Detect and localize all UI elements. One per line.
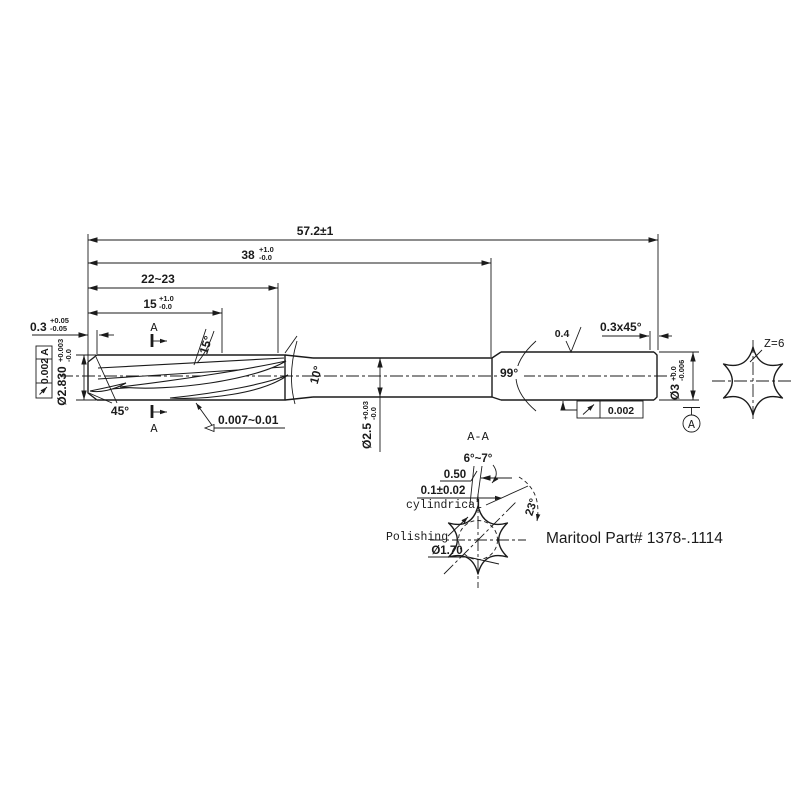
margin-dim: 0.1±0.02 [420, 485, 466, 497]
shank-chamfer-callout [600, 320, 672, 336]
shank-dia-dim: Ø3 [668, 383, 682, 401]
neck-dia-dimension [360, 358, 380, 452]
flute-dia-dimension [55, 339, 84, 406]
back-taper-callout [196, 403, 285, 432]
relief-angle-callout [486, 477, 540, 521]
shank-dia-tol-plus: +0.0 [669, 366, 678, 381]
flute-dia-tol-minus: -0.0 [64, 349, 73, 362]
neck-dia-tol-plus: +0.03 [361, 401, 370, 420]
chamfer-angle-dim: 45° [110, 404, 130, 418]
end-view [712, 338, 794, 422]
margin-note: cylindrical [406, 499, 482, 512]
runout-icon [583, 405, 594, 415]
rake-angle-dim: 6°~7° [463, 453, 493, 465]
neck-dia-tol-minus: -0.0 [369, 407, 378, 420]
back-taper-dim: 0.007~0.01 [218, 413, 279, 427]
surface-finish-value: 0.4 [554, 328, 570, 340]
shank-dia-tol-minus: -0.006 [677, 359, 686, 381]
section-cut-marks [150, 321, 167, 436]
rake-angle-callout [464, 453, 497, 504]
core-dia-dim: Ø1.70 [431, 545, 463, 557]
part-number-text: Maritool Part# 1378-.1114 [546, 530, 723, 547]
relief-angle-dim: 23° [523, 497, 541, 518]
helix-angle-dim: 15° [196, 334, 216, 356]
flute-length-range-dim: 22~23 [141, 272, 175, 286]
flute-body [88, 355, 288, 400]
section-mark-top-label: A [150, 321, 158, 335]
shank-runout-frame [563, 401, 643, 418]
transition-angle-dim: 99° [500, 366, 519, 380]
flute-length-tol-plus: +1.0 [159, 294, 174, 303]
flute-length-tol-minus: -0.0 [159, 302, 172, 311]
flute-length-dim: 15 [143, 297, 157, 311]
lead-chamfer-tol-minus: -0.05 [50, 324, 68, 333]
margin-callout [406, 485, 502, 512]
section-mark-bottom-label: A [150, 422, 158, 436]
land-width-callout [440, 469, 512, 481]
shank-chamfer-dim: 0.3x45° [600, 320, 642, 334]
neck-dia-dim: Ø2.5 [360, 422, 374, 450]
lead-chamfer-tol-plus: +0.05 [50, 316, 69, 325]
section-view [386, 430, 540, 588]
lead-chamfer-dim: 0.3 [30, 320, 47, 334]
flute-runout-frame [36, 346, 52, 398]
land-width-dim: 0.50 [443, 469, 467, 481]
flute-neck-length-tol-plus: +1.0 [259, 245, 274, 254]
finish-note: Polishing [386, 531, 449, 544]
shank-runout-value: 0.002 [607, 405, 635, 417]
section-title: A-A [467, 430, 489, 444]
taper-angle-callout [285, 336, 325, 404]
flute-runout-value: 0.002 [39, 357, 51, 385]
flute-count-label: Z=6 [764, 338, 785, 351]
main-view [30, 224, 700, 452]
overall-length-dim: 57.2±1 [296, 224, 334, 238]
surface-finish-callout [555, 327, 581, 352]
flute-dia-dim: Ø2.830 [55, 366, 69, 406]
flute-runout-datum-ref: A [39, 348, 51, 356]
taper-angle-dim: 10° [306, 364, 326, 386]
runout-icon [40, 387, 48, 395]
extension-lines [76, 234, 699, 400]
flute-dia-tol-plus: +0.003 [56, 338, 65, 362]
length-dimensions [30, 224, 658, 335]
datum-a-label: A [688, 419, 695, 432]
helix-angle-callout [194, 329, 216, 365]
datum-feature [683, 408, 700, 433]
flute-neck-length-tol-minus: -0.0 [259, 253, 272, 262]
flute-neck-length-dim: 38 [241, 248, 255, 262]
shank-dia-dimension [668, 352, 693, 400]
